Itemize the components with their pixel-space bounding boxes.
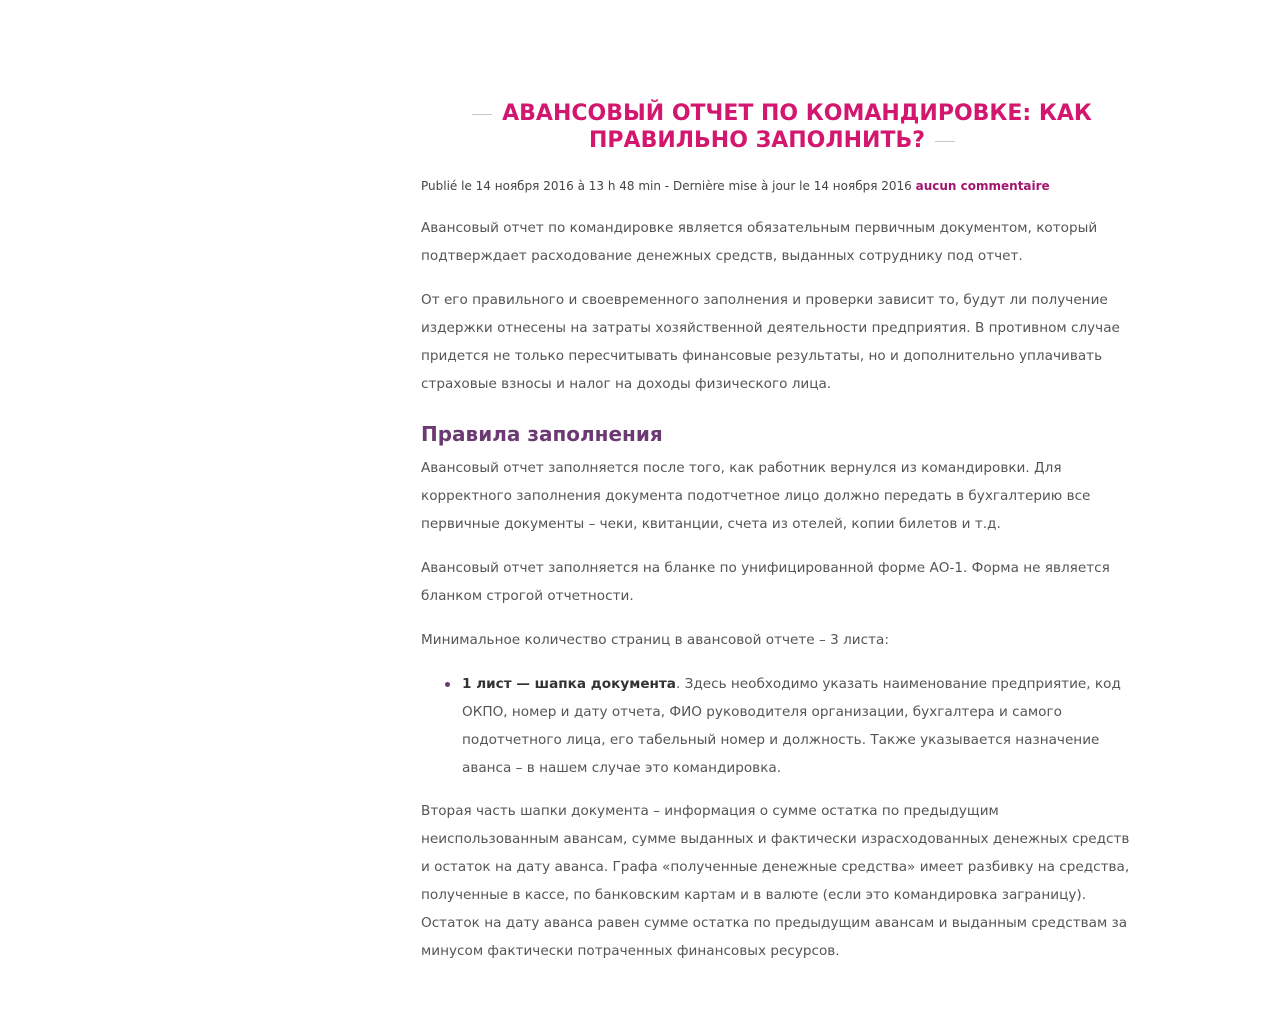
title-left-dash — [472, 114, 492, 115]
comments-link[interactable]: aucun commentaire — [915, 179, 1050, 193]
published-label: Publié le — [421, 179, 472, 193]
post-title-line2: ПРАВИЛЬНО ЗАПОЛНИТЬ? — [589, 128, 925, 153]
list-item-bold: 1 лист — шапка документа — [462, 676, 676, 692]
updated-label: Dernière mise à jour le — [672, 179, 810, 193]
list-item — [462, 670, 1133, 782]
article — [421, 100, 1133, 965]
bullet-icon — [445, 682, 450, 687]
published-date: 14 ноября 2016 à 13 h 48 min — [475, 179, 661, 193]
post-meta — [421, 178, 1133, 194]
title-right-dash — [935, 141, 955, 142]
rules-paragraph-1: Авансовый отчет заполняется после того, как работник вернулся из командировки. Для корректного заполнения документа подотчетное лицо должно передать в бухгалтерию все первичные документы – чеки, квитанции, счета из отелей, копии билетов и т.д. — [421, 460, 1091, 532]
list-item-text: . Здесь необходимо указать наименование предприятие, код ОКПО, номер и дату отчета, ФИО руководителя организации, бухгалтера и самого подотчетного лица, его табельный номер и должность. Также указывается назначение аванса – в нашем случае это командировка. — [462, 676, 1121, 776]
post-title-line1: АВАНСОВЫЙ ОТЧЕТ ПО КОМАНДИРОВКЕ: КАК — [502, 101, 1092, 126]
meta-separator: - — [664, 179, 670, 193]
rules-paragraph-3: Минимальное количество страниц в авансовой отчете – 3 листа: — [421, 632, 889, 648]
pages-list — [421, 670, 1133, 782]
intro-paragraph-2: От его правильного и своевременного заполнения и проверки зависит то, будут ли получение издержки отнесены на затраты хозяйственной деятельности предприятия. В противном случае придется не только пересчитывать финансовые результаты, но и дополнительно уплачивать страховые взносы и налог на доходы физического лица. — [421, 292, 1120, 392]
intro-paragraph-1: Авансовый отчет по командировке является обязательным первичным документом, который подтверждает расходование денежных средств, выданных сотруднику под отчет. — [421, 220, 1098, 264]
updated-date: 14 ноября 2016 — [813, 179, 912, 193]
post-title — [421, 100, 1133, 154]
after-list-paragraph: Вторая часть шапки документа – информация о сумме остатка по предыдущим неиспользованным авансам, сумме выданных и фактически израсходованных денежных средств и остаток на дату аванса. Графа «полученные денежные средства» имеет разбивку на средства, полученные в кассе, по банковским картам и в валюте (если это командировка заграницу). Остаток на дату аванса равен сумме остатка по предыдущим авансам и выданным средствам за минусом фактически потраченных финансовых ресурсов. — [421, 803, 1130, 959]
section-heading: Правила заполнения — [421, 422, 663, 446]
rules-paragraph-2: Авансовый отчет заполняется на бланке по унифицированной форме АО-1. Форма не является бланком строгой отчетности. — [421, 560, 1110, 604]
